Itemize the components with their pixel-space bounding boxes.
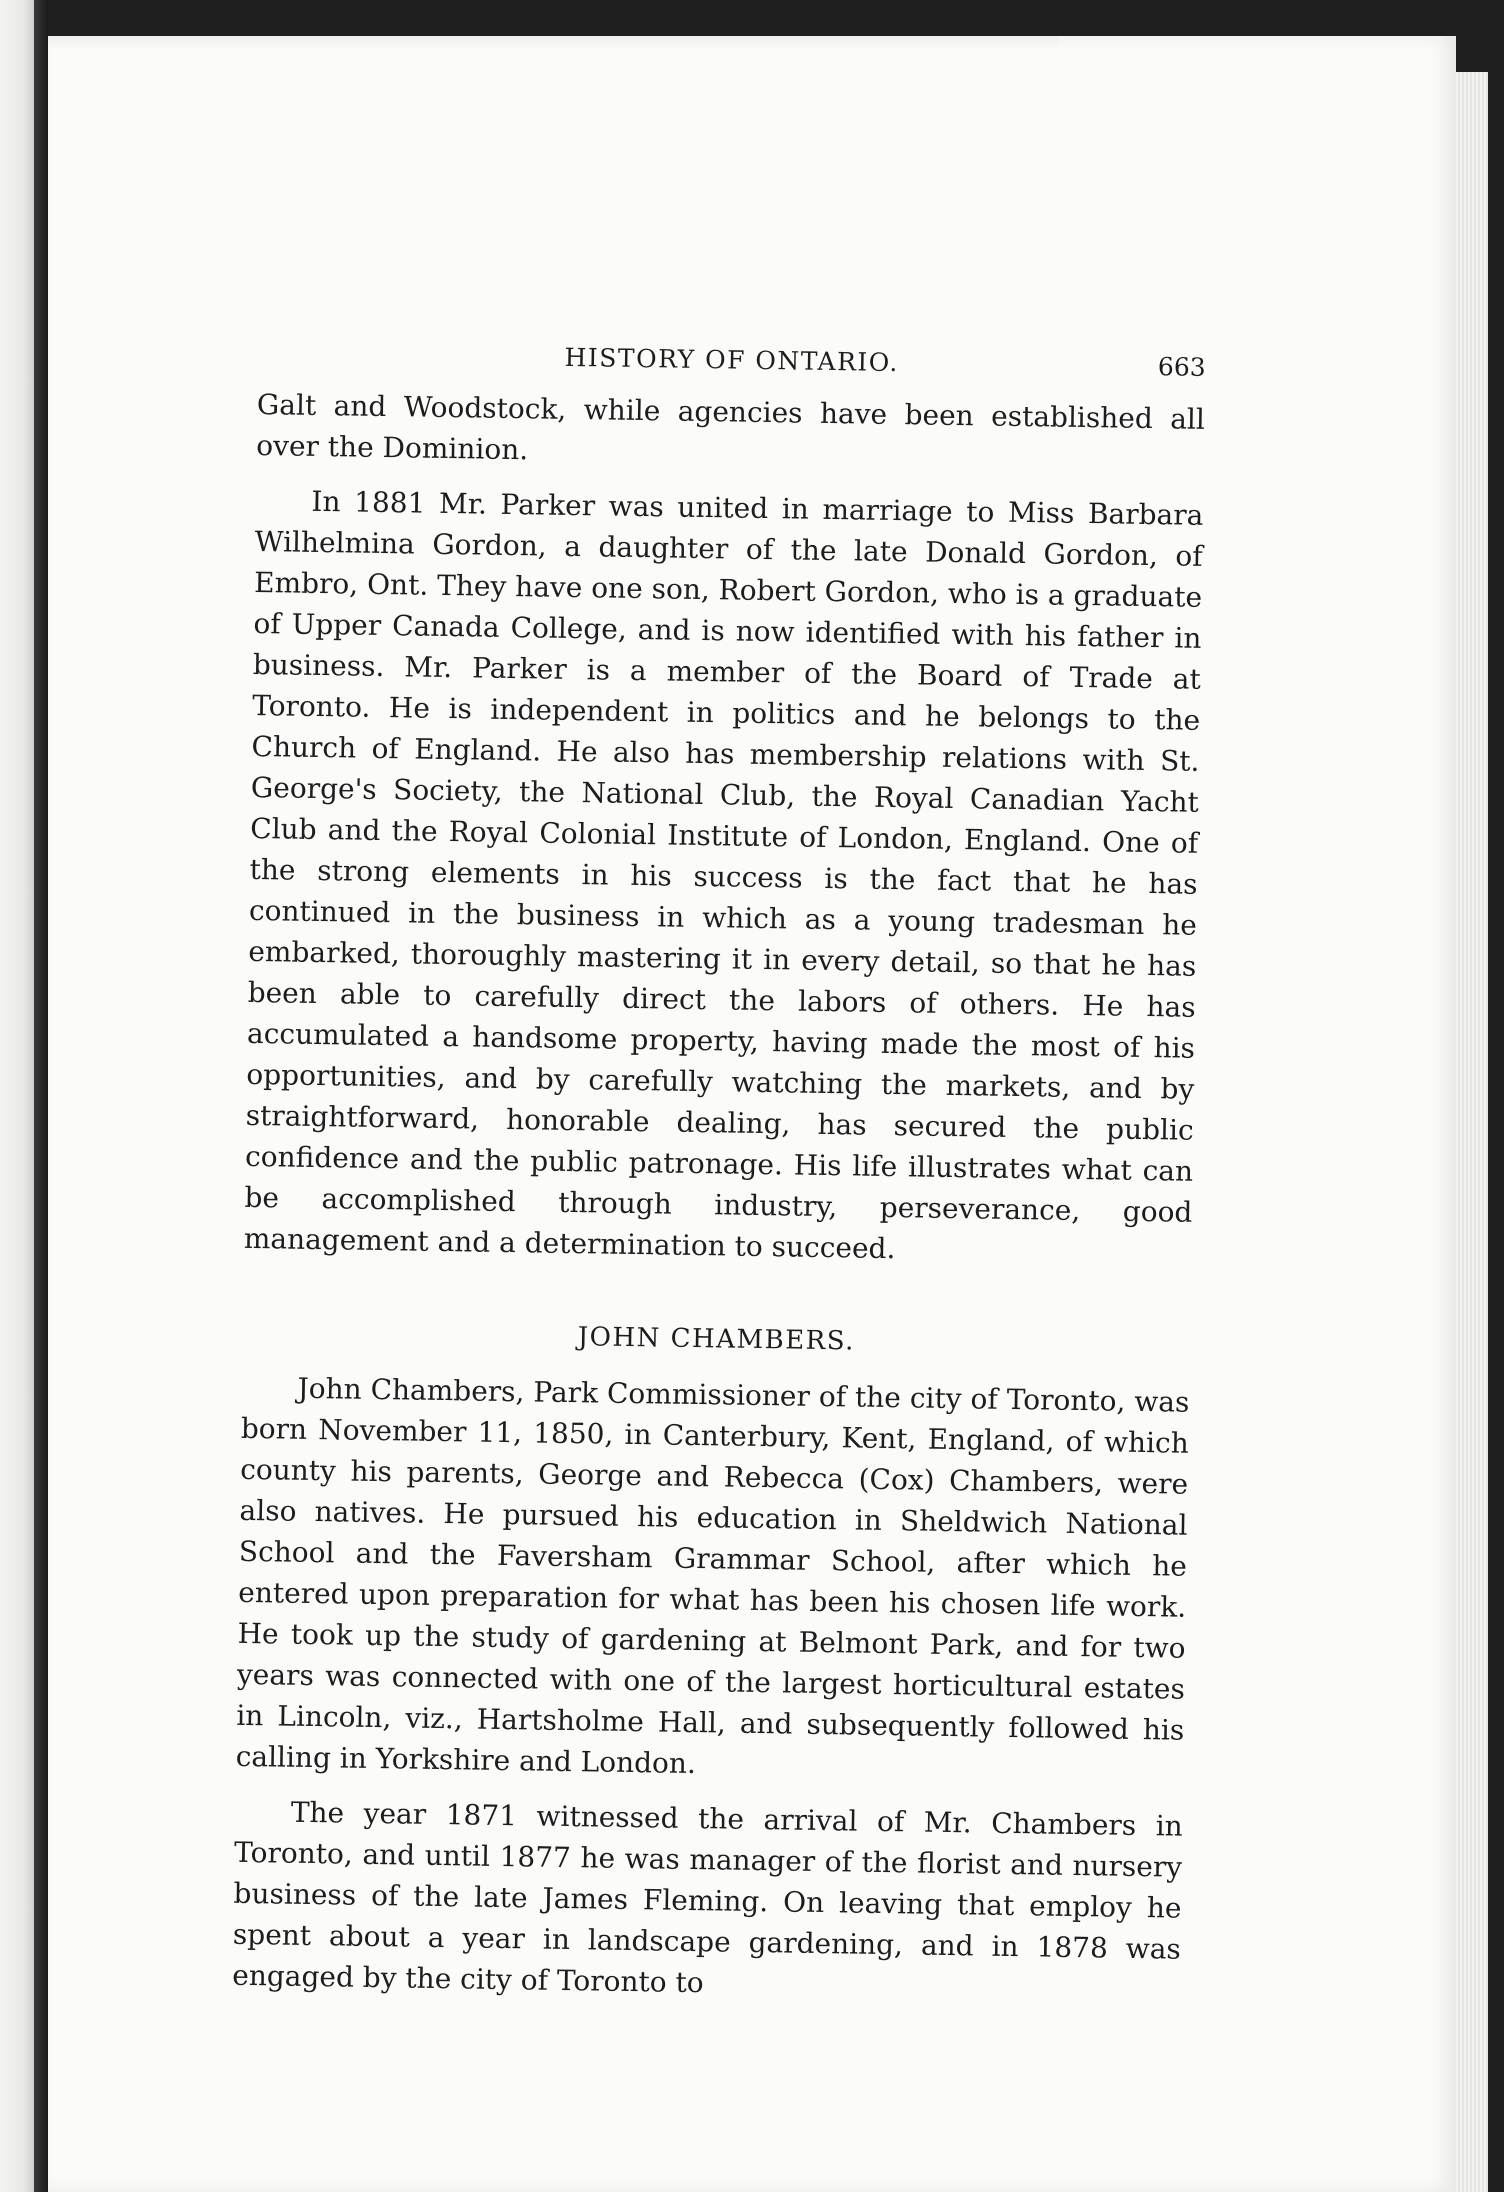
- running-title: HISTORY OF ONTARIO.: [564, 342, 900, 378]
- paragraph-chambers-toronto: The year 1871 witnessed the arrival of Mr. Chambers in Toronto, and until 1877 he was manager of the florist and nursery business of the late James Fleming. On leaving that employ he spent about a year in landscape gardening, and in 1878 was engaged by the city of Toronto to: [232, 1795, 1183, 2000]
- section-heading: JOHN CHAMBERS.: [577, 1322, 856, 1357]
- facing-page-edge: [0, 0, 34, 2192]
- paragraph-continued: Galt and Woodstock, while agencies have been established all over the Dominion.: [256, 387, 1206, 467]
- page-number: 663: [1157, 352, 1206, 382]
- paragraph-parker-marriage: In 1881 Mr. Parker was united in marriage to Miss Barbara Wilhelmina Gordon, a daughter of the late Donald Gordon, of Embro, Ont. They have one son, Robert Gordon, who is a graduate of Upper Canada College, and is now identified with his father in business. Mr. Parker is a member of the Board of Trade at Toronto. He is independent in politics and he belongs to the Church of England. He also has membership relations with St. George's Society, the National Club, the Royal Canadian Yacht Club and the Royal Colonial Institute of London, England. One of the strong elements in his success is the fact that he has continued in the business in which as a young tradesman he embarked, thoroughly mastering it in every detail, so that he has been able to carefully direct the labors of others. He has accumulated a handsome property, having made the most of his opportunities, and by carefully watching the markets, and by straightforward, honorable dealing, has secured the public confidence and the public patronage. His life illustrates what can be accomplished through industry, perseverance, good management and a determination to succeed.: [243, 484, 1204, 1266]
- page-stack-edge: [1456, 72, 1488, 2192]
- paragraph-chambers-biography: John Chambers, Park Commissioner of the city of Toronto, was born November 11, 1850, in Canterbury, Kent, England, of which county his parents, George and Rebecca (Cox) Chambers, were also natives. He pursued his education in Sheldwich National School and the Faversham Grammar School, after which he entered upon preparation for what has been his chosen life work. He took up the study of gardening at Belmont Park, and for two years was connected with one of the largest horticultural estates in Lincoln, viz., Hartsholme Hall, and subsequently followed his calling in Yorkshire and London.: [235, 1371, 1190, 1781]
- page-content: [232, 338, 1206, 2011]
- page-top-edge: [48, 36, 1058, 50]
- book-gutter: [34, 0, 48, 2192]
